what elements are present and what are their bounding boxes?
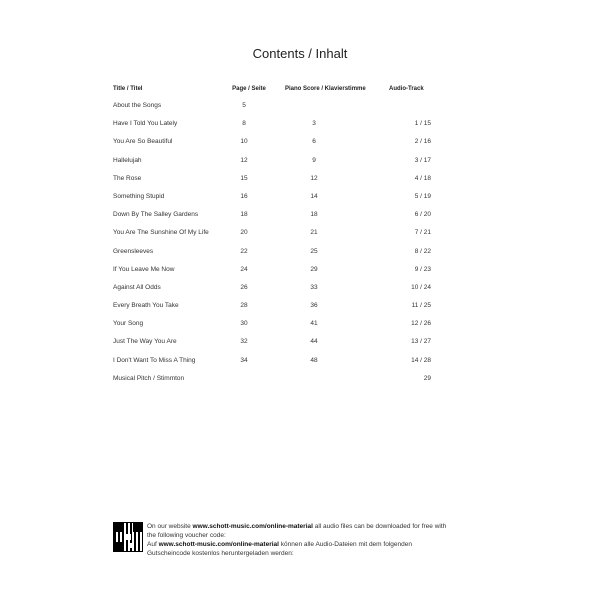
audio-track: 5 / 19 [414, 192, 431, 200]
song-title: Greensleeves [113, 247, 154, 255]
audio-track: 11 / 25 [411, 302, 431, 310]
audio-track: 12 / 26 [411, 320, 431, 328]
contents-table [113, 86, 443, 393]
piano-score-page: 12 [310, 174, 318, 182]
column-header-piano: Piano Score / Klavierstimme [285, 86, 366, 92]
voucher-text [147, 522, 457, 558]
page-number: 12 [240, 156, 248, 164]
table-row [113, 375, 443, 393]
song-title: Just The Way You Are [113, 338, 177, 346]
song-title: Your Song [113, 320, 144, 328]
audio-track: 7 / 21 [414, 229, 431, 237]
table-row [113, 357, 443, 375]
page-number: 32 [240, 338, 248, 346]
table-row [113, 248, 443, 266]
table-row [113, 193, 443, 211]
piano-score-page: 44 [310, 338, 318, 346]
qr-code-icon [113, 522, 143, 552]
piano-score-page: 21 [310, 229, 318, 237]
table-body [113, 102, 443, 393]
page-number: 16 [240, 192, 248, 200]
audio-track: 14 / 28 [411, 356, 431, 364]
audio-track: 13 / 27 [411, 338, 431, 346]
audio-track: 29 [423, 374, 431, 382]
column-header-title: Title / Titel [113, 86, 143, 92]
piano-score-page: 25 [310, 247, 318, 255]
song-title: Musical Pitch / Stimmton [113, 374, 185, 382]
piano-score-page: 6 [312, 138, 316, 146]
table-row [113, 266, 443, 284]
table-row [113, 138, 443, 156]
table-row [113, 320, 443, 338]
table-row [113, 157, 443, 175]
table-header [113, 86, 443, 102]
piano-score-page: 33 [310, 283, 318, 291]
song-title: You Are So Beautiful [113, 138, 173, 146]
table-row [113, 175, 443, 193]
piano-score-page: 18 [310, 211, 318, 219]
page-number: 34 [240, 356, 248, 364]
page-number: 26 [240, 283, 248, 291]
website-link[interactable]: www.schott-music.com/online-material [192, 523, 313, 530]
audio-track: 6 / 20 [414, 211, 431, 219]
table-row [113, 302, 443, 320]
piano-score-page: 29 [310, 265, 318, 273]
table-row [113, 211, 443, 229]
piano-score-page: 9 [312, 156, 316, 164]
song-title: If You Leave Me Now [113, 265, 175, 273]
audio-track: 1 / 15 [414, 120, 431, 128]
table-row [113, 229, 443, 247]
page-number: 24 [240, 265, 248, 273]
page-title: Contents / Inhalt [252, 46, 348, 61]
song-title: You Are The Sunshine Of My Life [113, 229, 209, 237]
table-row [113, 338, 443, 356]
page-number: 8 [242, 120, 246, 128]
song-title: About the Songs [113, 102, 162, 109]
song-title: Down By The Salley Gardens [113, 211, 199, 219]
piano-score-page: 41 [310, 320, 318, 328]
song-title: Something Stupid [113, 192, 165, 200]
song-title: Have I Told You Lately [113, 120, 178, 128]
audio-track: 3 / 17 [414, 156, 431, 164]
page-number: 20 [240, 229, 248, 237]
piano-score-page: 3 [312, 120, 316, 128]
page-number: 18 [240, 211, 248, 219]
table-row [113, 120, 443, 138]
audio-track: 2 / 16 [414, 138, 431, 146]
column-header-page: Page / Seite [232, 86, 266, 92]
page-number: 10 [240, 138, 248, 146]
song-title: Hallelujah [113, 156, 142, 164]
voucher-text-en: On our website www.schott-music.com/online-material all audio files can be downloaded for free with the following voucher code: [147, 523, 447, 539]
page-number: 28 [240, 302, 248, 310]
audio-track: 9 / 23 [414, 265, 431, 273]
song-title: Every Breath You Take [113, 302, 179, 310]
website-link-de[interactable]: www.schott-music.com/online-material [158, 541, 279, 548]
voucher-text-de: Auf www.schott-music.com/online-material können alle Audio-Dateien mit dem folgenden Gutscheincode kostenlos heruntergeladen werden: [147, 541, 412, 557]
audio-track: 10 / 24 [411, 283, 431, 291]
page-number: 5 [242, 102, 246, 109]
table-row [113, 284, 443, 302]
table-row [113, 102, 443, 120]
song-title: The Rose [113, 174, 142, 182]
piano-score-page: 48 [310, 356, 318, 364]
piano-score-page: 36 [310, 302, 318, 310]
column-header-audio: Audio-Track [389, 86, 424, 92]
page-number: 22 [240, 247, 248, 255]
piano-score-page: 14 [310, 192, 318, 200]
page-number: 30 [240, 320, 248, 328]
song-title: I Don't Want To Miss A Thing [113, 356, 196, 364]
audio-track: 4 / 18 [414, 174, 431, 182]
song-title: Against All Odds [113, 283, 161, 291]
audio-track: 8 / 22 [414, 247, 431, 255]
page-number: 15 [240, 174, 248, 182]
